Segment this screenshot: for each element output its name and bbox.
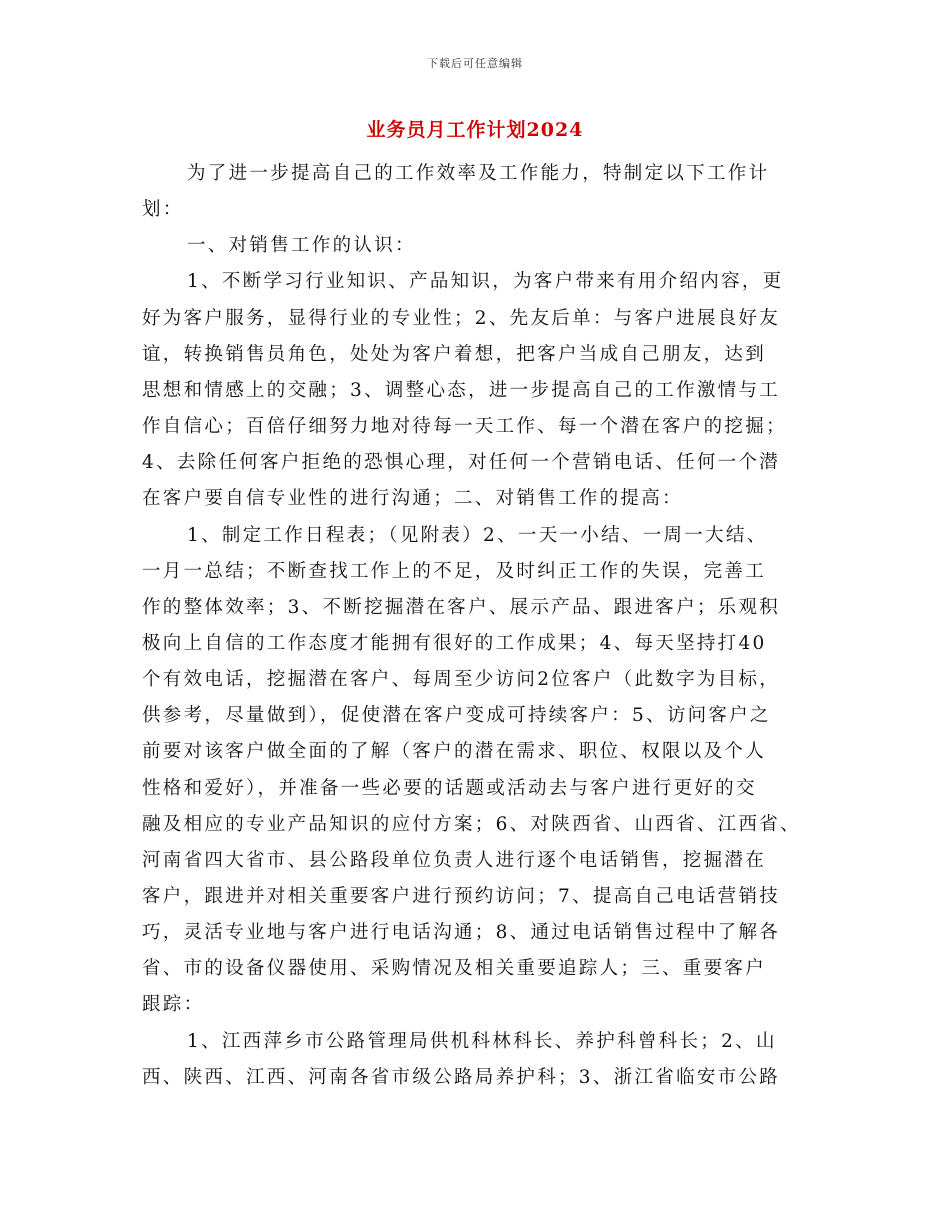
body-line: 好为客户服务，显得行业的专业性；2、先友后单：与客户进展良好友 xyxy=(142,307,781,329)
body-line: 一月一总结；不断查找工作上的不足，及时纠正工作的失误，完善工 xyxy=(142,560,767,582)
body-line: 前要对该客户做全面的了解（客户的潜在需求、职位、权限以及个人 xyxy=(142,741,767,763)
body-line: 供参考，尽量做到），促使潜在客户变成可持续客户：5、访问客户之 xyxy=(142,705,771,727)
body-line: 1、制定工作日程表；（见附表）2、一天一小结、一周一大结、 xyxy=(187,524,768,546)
body-line: 一、对销售工作的认识： xyxy=(187,235,416,257)
body-line: 河南省四大省市、县公路段单位负责人进行逐个电话销售，挖掘潜在 xyxy=(142,849,767,871)
body-line: 1、江西萍乡市公路管理局供机科林科长、养护科曾科长；2、山 xyxy=(187,1030,777,1052)
body-line: 4、去除任何客户拒绝的恐惧心理，对任何一个营销电话、任何一个潜 xyxy=(142,452,781,474)
body-line: 谊，转换销售员角色，处处为客户着想，把客户当成自己朋友，达到 xyxy=(142,343,767,365)
body-line: 思想和情感上的交融；3、调整心态，进一步提高自己的工作激情与工 xyxy=(142,379,781,401)
body-line: 极向上自信的工作态度才能拥有很好的工作成果；4、每天坚持打40 xyxy=(142,632,767,654)
body-line: 省、市的设备仪器使用、采购情况及相关重要追踪人；三、重要客户 xyxy=(142,958,767,980)
body-line: 客户，跟进并对相关重要客户进行预约访问；7、提高自己电话营销技 xyxy=(142,886,781,907)
body-line: 作的整体效率；3、不断挖掘潜在客户、展示产品、跟进客户；乐观积 xyxy=(142,596,781,618)
body-line: 西、陕西、江西、河南各省市级公路局养护科；3、浙江省临安市公路 xyxy=(142,1066,781,1088)
body-line: 1、不断学习行业知识、产品知识，为客户带来有用介绍内容，更 xyxy=(187,271,784,293)
document-title: 业务员月工作计划2024 xyxy=(366,119,584,141)
header-note: 下载后可任意编辑 xyxy=(427,57,523,70)
body-line: 个有效电话，挖掘潜在客户、每周至少访问2位客户（此数字为目标， xyxy=(142,669,781,691)
body-line: 作自信心；百倍仔细努力地对待每一天工作、每一个潜在客户的挖掘； xyxy=(142,416,787,438)
body-line: 跟踪： xyxy=(142,994,205,1016)
body-line: 为了进一步提高自己的工作效率及工作能力，特制定以下工作计 xyxy=(187,163,770,184)
body-line: 融及相应的专业产品知识的应付方案；6、对陕西省、山西省、江西省、 xyxy=(142,813,801,835)
body-line: 划： xyxy=(142,199,184,221)
body-line: 性格和爱好），并准备一些必要的话题或活动去与客户进行更好的交 xyxy=(142,777,757,799)
body-line: 在客户要自信专业性的进行沟通；二、对销售工作的提高： xyxy=(142,488,683,510)
body-line: 巧，灵活专业地与客户进行电话沟通；8、通过电话销售过程中了解各 xyxy=(142,922,781,944)
